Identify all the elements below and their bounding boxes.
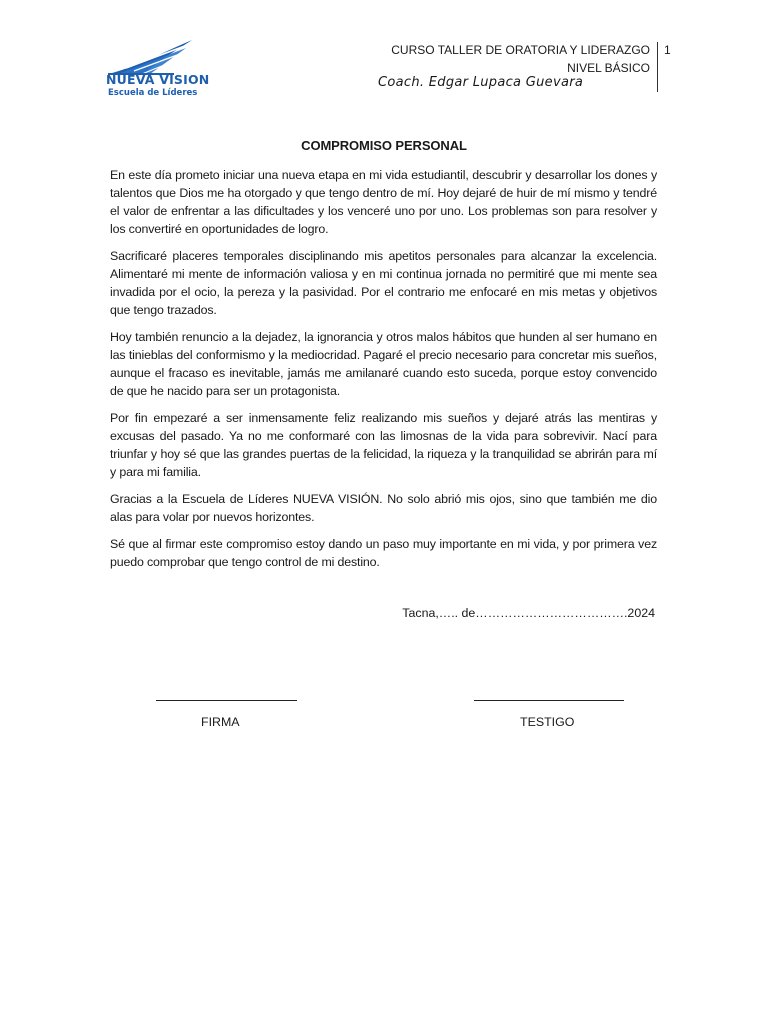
paragraph: Gracias a la Escuela de Líderes NUEVA VISIÓN. No solo abrió mis ojos, sino que también me dio alas para volar por nuevos horizontes. xyxy=(110,492,657,524)
paragraph: Sé que al firmar este compromiso estoy dando un paso muy importante en mi vida, y por primera vez puedo comprobar que tengo control de mi destino. xyxy=(110,537,657,569)
paragraph: Por fin empezaré a ser inmensamente feliz realizando mis sueños y dejaré atrás las mentiras y excusas del pasado. Ya no me conformaré con las limosnas de la vida para sobrevivir. Nací para triunfar y hoy sé que las grandes puertas de la felicidad, la riqueza y la tranquilidad se abrirán para mí y para mi familia. xyxy=(110,411,657,479)
document-title: COMPROMISO PERSONAL xyxy=(301,138,467,153)
logo-name: NUEVA VISION xyxy=(106,72,210,87)
coach-name: Coach. Edgar Lupaca Guevara xyxy=(378,75,584,90)
paragraph: Sacrificaré placeres temporales disciplinando mis apetitos personales para alcanzar la excelencia. Alimentaré mi mente de información valiosa y en mi continua jornada no permitiré que mi mente sea invadida por el ocio, la pereza y la pasividad. Por el contrario me enfocaré en mis metas y objetivos que tengo trazados. xyxy=(110,249,657,317)
school-logo xyxy=(104,38,210,100)
course-title: CURSO TALLER DE ORATORIA Y LIDERAZGO xyxy=(391,43,650,57)
course-level: NIVEL BÁSICO xyxy=(567,61,650,75)
signature-line-firma xyxy=(156,700,297,701)
signature-label-firma: FIRMA xyxy=(201,715,240,729)
signature-line-testigo xyxy=(474,700,624,701)
logo-subtitle: Escuela de Líderes xyxy=(108,88,198,98)
signature-label-testigo: TESTIGO xyxy=(520,715,575,729)
paragraph: Hoy también renuncio a la dejadez, la ignorancia y otros malos hábitos que hunden al ser humano en las tinieblas del conformismo y la mediocridad. Pagaré el precio necesario para concretar mis sueños, aunque el fracaso es inevitable, jamás me amilanaré cuando esto suceda, porque estoy convencido de que he nacido para ser un protagonista. xyxy=(110,330,657,398)
date-line: Tacna,….. de……………………………….2024 xyxy=(402,606,655,620)
header-divider xyxy=(657,42,658,92)
document-body xyxy=(110,166,657,580)
paragraph: En este día prometo iniciar una nueva etapa en mi vida estudiantil, descubrir y desarrollar los dones y talentos que Dios me ha otorgado y que tengo dentro de mí. Hoy dejaré de huir de mí mismo y tendré el valor de enfrentar a las dificultades y los venceré uno por uno. Los problemas son para resolver y los convertiré en oportunidades de logro. xyxy=(110,168,657,236)
page-number: 1 xyxy=(664,43,671,57)
